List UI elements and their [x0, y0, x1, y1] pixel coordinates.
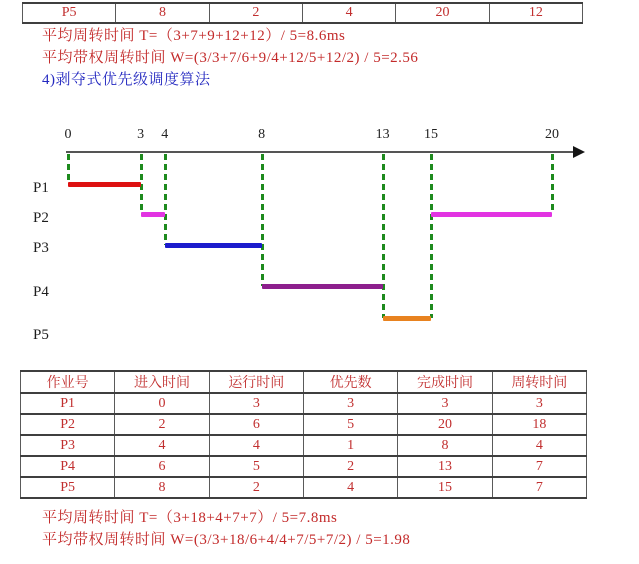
- table-cell: 0: [115, 393, 209, 414]
- axis-tick-label: 4: [161, 127, 169, 142]
- axis-tick-label: 0: [64, 127, 72, 142]
- gantt-bar: [431, 212, 552, 217]
- gantt-bar: [141, 212, 165, 217]
- avg-weighted-turnaround-text-1: 平均带权周转时间 W=(3/3+7/6+9/4+12/5+12/2) / 5=2.56: [42, 50, 419, 66]
- time-axis: [66, 151, 575, 153]
- table-cell: 15: [398, 477, 492, 498]
- table-cell: 4: [492, 435, 586, 456]
- table-cell: 1: [303, 435, 397, 456]
- header-turnaround: 周转时间: [492, 371, 586, 393]
- table-cell: 8: [115, 477, 209, 498]
- table-cell: 7: [492, 456, 586, 477]
- timeline-dashed-line: [261, 154, 264, 286]
- table-cell-priority: 4: [302, 3, 395, 23]
- axis-tick-label: 8: [258, 127, 266, 142]
- timeline-dashed-line: [382, 154, 385, 318]
- table-cell: P3: [21, 435, 115, 456]
- table-row: [21, 414, 587, 435]
- table-cell: 8: [398, 435, 492, 456]
- timeline-dashed-line: [551, 154, 554, 214]
- table-cell: 3: [492, 393, 586, 414]
- table-cell: 2: [303, 456, 397, 477]
- table-cell: P2: [21, 414, 115, 435]
- process-label: P2: [33, 210, 49, 226]
- axis-arrowhead-icon: [573, 146, 585, 158]
- table-cell: 5: [303, 414, 397, 435]
- table-cell: 5: [209, 456, 303, 477]
- process-label: P3: [33, 240, 49, 256]
- timeline-dashed-line: [67, 154, 70, 184]
- axis-tick-label: 20: [545, 127, 559, 142]
- timeline-dashed-line: [164, 154, 167, 245]
- table-cell: 20: [398, 414, 492, 435]
- timeline-dashed-line: [430, 154, 433, 318]
- table-cell: P4: [21, 456, 115, 477]
- gantt-bar: [383, 316, 431, 321]
- section-heading: 4)剥夺式优先级调度算法: [42, 72, 211, 88]
- table-cell: P1: [21, 393, 115, 414]
- table-row: [21, 435, 587, 456]
- table-cell: 6: [209, 414, 303, 435]
- avg-turnaround-text-2: 平均周转时间 T=（3+18+4+7+7）/ 5=7.8ms: [42, 510, 338, 526]
- table-cell: 3: [398, 393, 492, 414]
- header-finish: 完成时间: [398, 371, 492, 393]
- table-cell-arrival: 8: [116, 3, 209, 23]
- header-priority: 优先数: [303, 371, 397, 393]
- table-header-row: [21, 371, 587, 393]
- result-table: [20, 370, 587, 499]
- table-cell: 13: [398, 456, 492, 477]
- process-label: P5: [33, 327, 49, 343]
- gantt-bar: [262, 284, 383, 289]
- table-cell: 4: [115, 435, 209, 456]
- table-row: [21, 477, 587, 498]
- table-cell: 18: [492, 414, 586, 435]
- table-row: [21, 456, 587, 477]
- gantt-bar: [165, 243, 262, 248]
- table-cell: 2: [115, 414, 209, 435]
- table-cell: 7: [492, 477, 586, 498]
- header-runtime: 运行时间: [209, 371, 303, 393]
- table-cell: P5: [21, 477, 115, 498]
- axis-tick-label: 13: [375, 127, 390, 142]
- table-cell-runtime: 2: [209, 3, 302, 23]
- header-job: 作业号: [21, 371, 115, 393]
- header-arrival: 进入时间: [115, 371, 209, 393]
- table-cell: 4: [209, 435, 303, 456]
- process-label: P1: [33, 180, 49, 196]
- table-cell-turnaround: 12: [489, 3, 582, 23]
- table-cell-job: P5: [23, 3, 116, 23]
- table-cell: 3: [303, 393, 397, 414]
- axis-tick-label: 15: [424, 127, 438, 142]
- table-row: [21, 393, 587, 414]
- table-cell: 6: [115, 456, 209, 477]
- table-cell: 2: [209, 477, 303, 498]
- avg-turnaround-text-1: 平均周转时间 T=（3+7+9+12+12）/ 5=8.6ms: [42, 28, 346, 44]
- table-cell: 3: [209, 393, 303, 414]
- axis-tick-label: 3: [137, 127, 145, 142]
- avg-weighted-turnaround-text-2: 平均带权周转时间 W=(3/3+18/6+4/4+7/5+7/2) / 5=1.98: [42, 532, 411, 548]
- table-cell-finish: 20: [396, 3, 489, 23]
- table-cell: 4: [303, 477, 397, 498]
- process-label: P4: [33, 284, 49, 300]
- gantt-bar: [68, 182, 141, 187]
